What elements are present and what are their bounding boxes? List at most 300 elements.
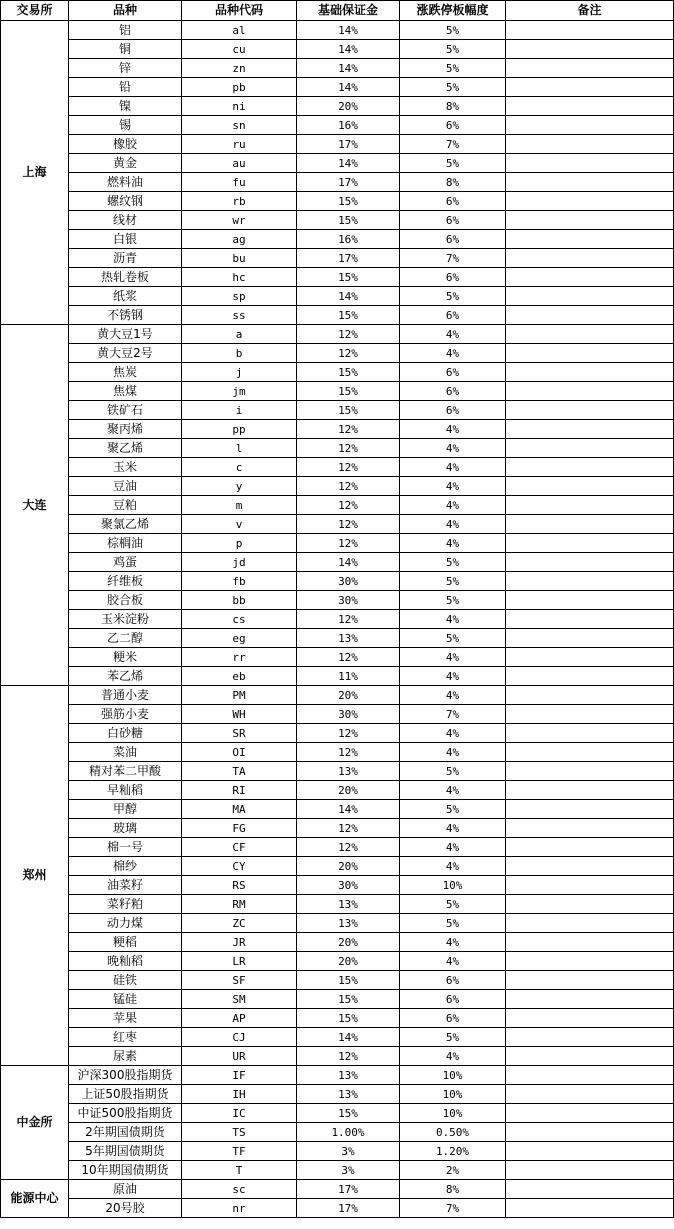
variety-cell: 棉一号: [69, 838, 182, 857]
table-row: [1, 325, 674, 344]
price-limit-cell: 6%: [400, 971, 506, 990]
variety-cell: 聚丙烯: [69, 420, 182, 439]
note-cell: [506, 420, 674, 439]
exchange-name-cell: 大连: [1, 325, 69, 686]
code-cell: nr: [182, 1199, 297, 1218]
base-margin-cell: 20%: [297, 857, 400, 876]
note-cell: [506, 648, 674, 667]
note-cell: [506, 363, 674, 382]
code-cell: IH: [182, 1085, 297, 1104]
price-limit-cell: 4%: [400, 724, 506, 743]
table-row: [1, 458, 674, 477]
price-limit-cell: 4%: [400, 344, 506, 363]
table-row: [1, 116, 674, 135]
table-row: [1, 249, 674, 268]
variety-cell: 尿素: [69, 1047, 182, 1066]
base-margin-cell: 12%: [297, 610, 400, 629]
base-margin-cell: 12%: [297, 724, 400, 743]
header-code: 品种代码: [182, 1, 297, 21]
base-margin-cell: 12%: [297, 344, 400, 363]
code-cell: c: [182, 458, 297, 477]
table-row: [1, 914, 674, 933]
base-margin-cell: 15%: [297, 268, 400, 287]
table-row: [1, 591, 674, 610]
note-cell: [506, 819, 674, 838]
table-row: [1, 876, 674, 895]
code-cell: p: [182, 534, 297, 553]
note-cell: [506, 1047, 674, 1066]
base-margin-cell: 12%: [297, 534, 400, 553]
table-row: [1, 781, 674, 800]
code-cell: TS: [182, 1123, 297, 1142]
variety-cell: 苹果: [69, 1009, 182, 1028]
price-limit-cell: 2%: [400, 1161, 506, 1180]
price-limit-cell: 7%: [400, 1199, 506, 1218]
code-cell: TA: [182, 762, 297, 781]
variety-cell: 沪深300股指期货: [69, 1066, 182, 1085]
table-row: [1, 1028, 674, 1047]
code-cell: al: [182, 21, 297, 40]
code-cell: rr: [182, 648, 297, 667]
note-cell: [506, 895, 674, 914]
code-cell: bu: [182, 249, 297, 268]
base-margin-cell: 12%: [297, 515, 400, 534]
variety-cell: 焦炭: [69, 363, 182, 382]
variety-cell: 黄金: [69, 154, 182, 173]
price-limit-cell: 6%: [400, 192, 506, 211]
base-margin-cell: 17%: [297, 1199, 400, 1218]
exchange-name-cell: 能源中心: [1, 1180, 69, 1218]
note-cell: [506, 686, 674, 705]
price-limit-cell: 5%: [400, 762, 506, 781]
base-margin-cell: 1.00%: [297, 1123, 400, 1142]
price-limit-cell: 10%: [400, 1085, 506, 1104]
base-margin-cell: 17%: [297, 135, 400, 154]
base-margin-cell: 12%: [297, 838, 400, 857]
variety-cell: 锌: [69, 59, 182, 78]
code-cell: CJ: [182, 1028, 297, 1047]
variety-cell: 铅: [69, 78, 182, 97]
code-cell: eg: [182, 629, 297, 648]
code-cell: RI: [182, 781, 297, 800]
note-cell: [506, 211, 674, 230]
price-limit-cell: 7%: [400, 249, 506, 268]
note-cell: [506, 762, 674, 781]
variety-cell: 强筋小麦: [69, 705, 182, 724]
price-limit-cell: 6%: [400, 382, 506, 401]
base-margin-cell: 15%: [297, 382, 400, 401]
price-limit-cell: 6%: [400, 268, 506, 287]
note-cell: [506, 173, 674, 192]
note-cell: [506, 667, 674, 686]
note-cell: [506, 230, 674, 249]
price-limit-cell: 5%: [400, 1028, 506, 1047]
code-cell: sc: [182, 1180, 297, 1199]
price-limit-cell: 5%: [400, 21, 506, 40]
variety-cell: 铝: [69, 21, 182, 40]
code-cell: T: [182, 1161, 297, 1180]
price-limit-cell: 4%: [400, 1047, 506, 1066]
code-cell: bb: [182, 591, 297, 610]
note-cell: [506, 705, 674, 724]
base-margin-cell: 11%: [297, 667, 400, 686]
code-cell: CY: [182, 857, 297, 876]
price-limit-cell: 5%: [400, 591, 506, 610]
note-cell: [506, 1066, 674, 1085]
variety-cell: 棕榈油: [69, 534, 182, 553]
note-cell: [506, 306, 674, 325]
base-margin-cell: 12%: [297, 1047, 400, 1066]
code-cell: rb: [182, 192, 297, 211]
price-limit-cell: 8%: [400, 1180, 506, 1199]
code-cell: hc: [182, 268, 297, 287]
table-row: [1, 1161, 674, 1180]
code-cell: TF: [182, 1142, 297, 1161]
code-cell: wr: [182, 211, 297, 230]
base-margin-cell: 12%: [297, 439, 400, 458]
code-cell: b: [182, 344, 297, 363]
price-limit-cell: 4%: [400, 515, 506, 534]
note-cell: [506, 952, 674, 971]
price-limit-cell: 4%: [400, 667, 506, 686]
table-row: [1, 1009, 674, 1028]
table-row: [1, 1066, 674, 1085]
note-cell: [506, 249, 674, 268]
table-row: [1, 895, 674, 914]
variety-cell: 玉米: [69, 458, 182, 477]
base-margin-cell: 14%: [297, 154, 400, 173]
variety-cell: 油菜籽: [69, 876, 182, 895]
table-row: [1, 287, 674, 306]
table-row: [1, 97, 674, 116]
variety-cell: 螺纹钢: [69, 192, 182, 211]
table-row: [1, 21, 674, 40]
price-limit-cell: 4%: [400, 838, 506, 857]
price-limit-cell: 5%: [400, 40, 506, 59]
variety-cell: 豆油: [69, 477, 182, 496]
code-cell: FG: [182, 819, 297, 838]
note-cell: [506, 78, 674, 97]
base-margin-cell: 30%: [297, 572, 400, 591]
note-cell: [506, 458, 674, 477]
base-margin-cell: 13%: [297, 762, 400, 781]
code-cell: SM: [182, 990, 297, 1009]
price-limit-cell: 4%: [400, 439, 506, 458]
table-row: [1, 1085, 674, 1104]
note-cell: [506, 135, 674, 154]
note-cell: [506, 116, 674, 135]
code-cell: i: [182, 401, 297, 420]
base-margin-cell: 15%: [297, 401, 400, 420]
code-cell: pp: [182, 420, 297, 439]
note-cell: [506, 857, 674, 876]
base-margin-cell: 14%: [297, 40, 400, 59]
variety-cell: 菜油: [69, 743, 182, 762]
base-margin-cell: 14%: [297, 1028, 400, 1047]
note-cell: [506, 914, 674, 933]
base-margin-cell: 13%: [297, 629, 400, 648]
price-limit-cell: 4%: [400, 420, 506, 439]
note-cell: [506, 629, 674, 648]
code-cell: LR: [182, 952, 297, 971]
code-cell: CF: [182, 838, 297, 857]
base-margin-cell: 15%: [297, 211, 400, 230]
base-margin-cell: 17%: [297, 173, 400, 192]
variety-cell: 棉纱: [69, 857, 182, 876]
base-margin-cell: 17%: [297, 1180, 400, 1199]
base-margin-cell: 14%: [297, 59, 400, 78]
variety-cell: 玉米淀粉: [69, 610, 182, 629]
table-row: [1, 230, 674, 249]
variety-cell: 沥青: [69, 249, 182, 268]
price-limit-cell: 5%: [400, 553, 506, 572]
variety-cell: 纸浆: [69, 287, 182, 306]
note-cell: [506, 344, 674, 363]
base-margin-cell: 30%: [297, 591, 400, 610]
table-row: [1, 743, 674, 762]
variety-cell: 锰硅: [69, 990, 182, 1009]
variety-cell: 燃料油: [69, 173, 182, 192]
price-limit-cell: 5%: [400, 287, 506, 306]
variety-cell: 黄大豆2号: [69, 344, 182, 363]
table-row: [1, 515, 674, 534]
base-margin-cell: 14%: [297, 553, 400, 572]
table-row: [1, 439, 674, 458]
table-row: [1, 1123, 674, 1142]
base-margin-cell: 20%: [297, 97, 400, 116]
code-cell: l: [182, 439, 297, 458]
table-row: [1, 173, 674, 192]
variety-cell: 纤维板: [69, 572, 182, 591]
base-margin-cell: 12%: [297, 496, 400, 515]
variety-cell: 不锈钢: [69, 306, 182, 325]
table-row: [1, 553, 674, 572]
table-row: [1, 344, 674, 363]
note-cell: [506, 553, 674, 572]
variety-cell: 线材: [69, 211, 182, 230]
table-row: [1, 819, 674, 838]
base-margin-cell: 13%: [297, 1066, 400, 1085]
table-row: [1, 705, 674, 724]
base-margin-cell: 15%: [297, 363, 400, 382]
code-cell: AP: [182, 1009, 297, 1028]
base-margin-cell: 15%: [297, 1009, 400, 1028]
note-cell: [506, 382, 674, 401]
variety-cell: 橡胶: [69, 135, 182, 154]
price-limit-cell: 4%: [400, 952, 506, 971]
price-limit-cell: 4%: [400, 325, 506, 344]
table-row: [1, 477, 674, 496]
note-cell: [506, 971, 674, 990]
variety-cell: 20号胶: [69, 1199, 182, 1218]
table-row: [1, 306, 674, 325]
price-limit-cell: 6%: [400, 990, 506, 1009]
price-limit-cell: 6%: [400, 116, 506, 135]
variety-cell: 聚氯乙烯: [69, 515, 182, 534]
code-cell: SR: [182, 724, 297, 743]
table-row: [1, 78, 674, 97]
price-limit-cell: 10%: [400, 1104, 506, 1123]
note-cell: [506, 933, 674, 952]
code-cell: SF: [182, 971, 297, 990]
base-margin-cell: 14%: [297, 21, 400, 40]
note-cell: [506, 1028, 674, 1047]
table-body: [1, 21, 674, 1218]
base-margin-cell: 20%: [297, 933, 400, 952]
variety-cell: 动力煤: [69, 914, 182, 933]
code-cell: zn: [182, 59, 297, 78]
note-cell: [506, 876, 674, 895]
code-cell: MA: [182, 800, 297, 819]
price-limit-cell: 4%: [400, 496, 506, 515]
base-margin-cell: 15%: [297, 192, 400, 211]
note-cell: [506, 1161, 674, 1180]
note-cell: [506, 21, 674, 40]
price-limit-cell: 4%: [400, 477, 506, 496]
note-cell: [506, 1085, 674, 1104]
price-limit-cell: 6%: [400, 363, 506, 382]
header-price-limit: 涨跌停板幅度: [400, 1, 506, 21]
code-cell: cu: [182, 40, 297, 59]
exchange-name-cell: 中金所: [1, 1066, 69, 1180]
code-cell: pb: [182, 78, 297, 97]
table-row: [1, 268, 674, 287]
variety-cell: 镍: [69, 97, 182, 116]
table-row: [1, 534, 674, 553]
code-cell: PM: [182, 686, 297, 705]
variety-cell: 原油: [69, 1180, 182, 1199]
table-row: [1, 667, 674, 686]
variety-cell: 焦煤: [69, 382, 182, 401]
variety-cell: 豆粕: [69, 496, 182, 515]
code-cell: fb: [182, 572, 297, 591]
table-row: [1, 762, 674, 781]
variety-cell: 红枣: [69, 1028, 182, 1047]
base-margin-cell: 14%: [297, 287, 400, 306]
variety-cell: 晚籼稻: [69, 952, 182, 971]
price-limit-cell: 6%: [400, 1009, 506, 1028]
code-cell: OI: [182, 743, 297, 762]
code-cell: cs: [182, 610, 297, 629]
note-cell: [506, 781, 674, 800]
note-cell: [506, 1009, 674, 1028]
base-margin-cell: 20%: [297, 952, 400, 971]
price-limit-cell: 5%: [400, 154, 506, 173]
price-limit-cell: 8%: [400, 173, 506, 192]
price-limit-cell: 5%: [400, 629, 506, 648]
exchange-name-cell: 上海: [1, 21, 69, 325]
note-cell: [506, 610, 674, 629]
variety-cell: 粳米: [69, 648, 182, 667]
note-cell: [506, 496, 674, 515]
table-row: [1, 1104, 674, 1123]
variety-cell: 早籼稻: [69, 781, 182, 800]
price-limit-cell: 10%: [400, 876, 506, 895]
price-limit-cell: 4%: [400, 743, 506, 762]
price-limit-cell: 7%: [400, 705, 506, 724]
table-row: [1, 572, 674, 591]
variety-cell: 白砂糖: [69, 724, 182, 743]
variety-cell: 甲醇: [69, 800, 182, 819]
price-limit-cell: 4%: [400, 610, 506, 629]
note-cell: [506, 515, 674, 534]
code-cell: eb: [182, 667, 297, 686]
note-cell: [506, 534, 674, 553]
note-cell: [506, 572, 674, 591]
note-cell: [506, 1123, 674, 1142]
table-row: [1, 610, 674, 629]
table-row: [1, 192, 674, 211]
variety-cell: 铁矿石: [69, 401, 182, 420]
table-row: [1, 838, 674, 857]
price-limit-cell: 8%: [400, 97, 506, 116]
note-cell: [506, 1199, 674, 1218]
price-limit-cell: 6%: [400, 306, 506, 325]
note-cell: [506, 990, 674, 1009]
price-limit-cell: 6%: [400, 211, 506, 230]
price-limit-cell: 4%: [400, 534, 506, 553]
table-row: [1, 686, 674, 705]
price-limit-cell: 7%: [400, 135, 506, 154]
table-row: [1, 401, 674, 420]
price-limit-cell: 4%: [400, 857, 506, 876]
table-row: [1, 952, 674, 971]
variety-cell: 粳稻: [69, 933, 182, 952]
note-cell: [506, 800, 674, 819]
note-cell: [506, 192, 674, 211]
base-margin-cell: 3%: [297, 1161, 400, 1180]
table-row: [1, 135, 674, 154]
base-margin-cell: 30%: [297, 705, 400, 724]
table-row: [1, 420, 674, 439]
table-row: [1, 382, 674, 401]
table-row: [1, 1142, 674, 1161]
base-margin-cell: 12%: [297, 477, 400, 496]
price-limit-cell: 0.50%: [400, 1123, 506, 1142]
base-margin-cell: 13%: [297, 1085, 400, 1104]
base-margin-cell: 12%: [297, 420, 400, 439]
code-cell: jd: [182, 553, 297, 572]
code-cell: ss: [182, 306, 297, 325]
variety-cell: 10年期国债期货: [69, 1161, 182, 1180]
base-margin-cell: 15%: [297, 1104, 400, 1123]
base-margin-cell: 20%: [297, 781, 400, 800]
variety-cell: 白银: [69, 230, 182, 249]
code-cell: fu: [182, 173, 297, 192]
header-notes: 备注: [506, 1, 674, 21]
note-cell: [506, 1142, 674, 1161]
variety-cell: 黄大豆1号: [69, 325, 182, 344]
price-limit-cell: 5%: [400, 800, 506, 819]
code-cell: sn: [182, 116, 297, 135]
base-margin-cell: 12%: [297, 648, 400, 667]
code-cell: WH: [182, 705, 297, 724]
variety-cell: 普通小麦: [69, 686, 182, 705]
variety-cell: 精对苯二甲酸: [69, 762, 182, 781]
code-cell: RS: [182, 876, 297, 895]
variety-cell: 2年期国债期货: [69, 1123, 182, 1142]
variety-cell: 菜籽粕: [69, 895, 182, 914]
price-limit-cell: 6%: [400, 401, 506, 420]
price-limit-cell: 4%: [400, 648, 506, 667]
note-cell: [506, 97, 674, 116]
base-margin-cell: 12%: [297, 819, 400, 838]
price-limit-cell: 4%: [400, 933, 506, 952]
variety-cell: 热轧卷板: [69, 268, 182, 287]
code-cell: ni: [182, 97, 297, 116]
note-cell: [506, 439, 674, 458]
variety-cell: 硅铁: [69, 971, 182, 990]
